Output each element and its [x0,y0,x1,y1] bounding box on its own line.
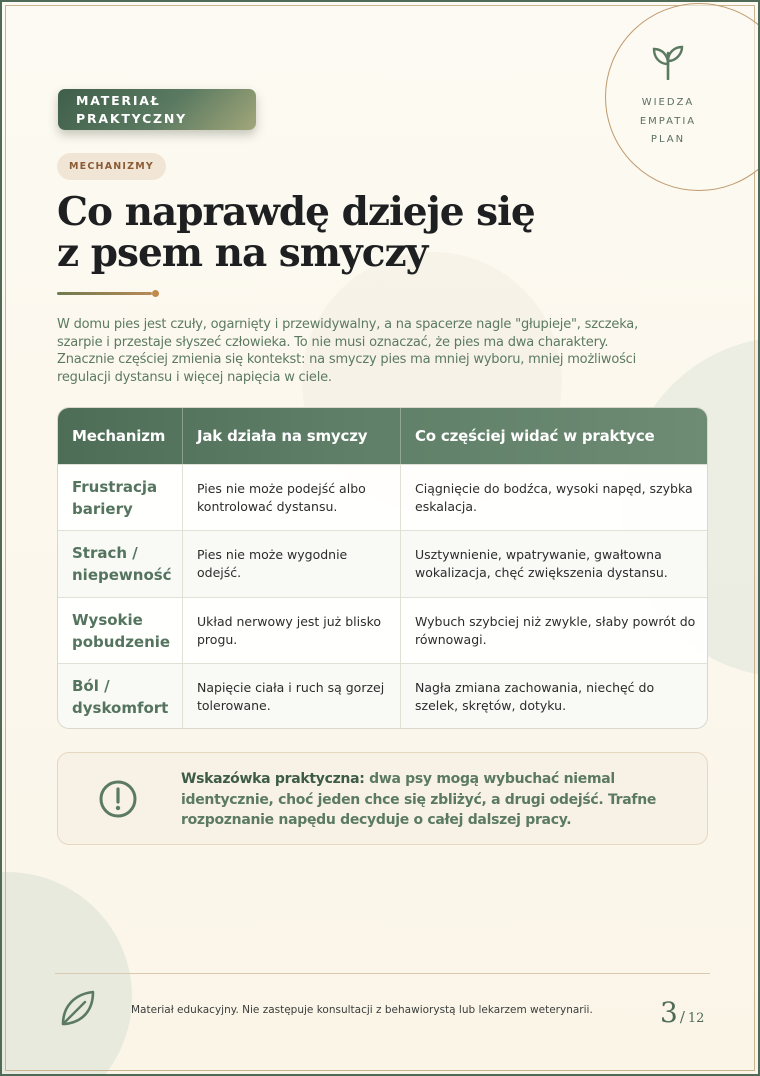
corner-words [606,94,730,150]
mechanism-line: niepewność [72,566,172,584]
mechanism-cell [72,476,180,520]
mechanism-line: Strach / [72,544,138,562]
sprout-icon [650,40,686,80]
mechanism-cell [72,609,180,653]
mechanism-cell [72,675,180,719]
corner-badge [605,3,760,191]
mechanism-line: bariery [72,500,133,518]
material-badge-line: PRAKTYCZNY [76,111,188,126]
title-underline [57,292,152,295]
title-underline-dot [152,290,159,297]
background-blob [0,872,132,1076]
column-divider [400,408,401,464]
seen-cell: Usztywnienie, wpatrywanie, gwałtowna wokalizacja, chęć zwiększenia dystansu. [415,547,668,580]
footer-divider [55,973,710,974]
how-cell: Układ nerwowy jest już blisko progu. [197,614,382,647]
tip-lead: Wskazówka praktyczna: [181,771,365,787]
mechanism-line: Frustracja [72,478,158,496]
page-title-line: z psem na smyczy [57,230,428,276]
how-cell: Pies nie może podejść albo kontrolować dystansu. [197,481,366,514]
table-row [58,530,708,597]
category-tag: MECHANIZMY [57,153,166,180]
mechanism-line: Wysokie [72,611,143,629]
how-cell: Napięcie ciała i ruch są gorzej tolerowane. [197,680,385,713]
mechanism-line: Ból / [72,677,110,695]
footer-disclaimer: Materiał edukacyjny. Nie zastępuje konsultacji z behawiorystą lub lekarzem weterynarii. [131,1004,593,1016]
material-badge [58,89,256,130]
column-header: Co częściej widać w praktyce [415,427,655,445]
column-header: Jak działa na smyczy [197,427,368,445]
corner-word: WIEDZA [641,97,695,108]
page-separator: / [679,1008,685,1026]
page-title [57,189,617,276]
exclamation-circle-icon [98,779,138,819]
seen-cell: Nagła zmiana zachowania, niechęć do szelek, skrętów, dotyku. [415,680,655,713]
table-header [58,408,708,464]
column-divider [182,464,183,729]
mechanism-line: pobudzenie [72,633,171,651]
intro-paragraph: W domu pies jest czuły, ogarnięty i przewidywalny, a na spacerze nagle "głupieje", szczeka, szarpie i przestaje słyszeć człowieka. To nie musi oznaczać, że pies ma dwa charaktery. Znacznie częściej zmienia się kontekst: na smyczy pies ma mniej wyboru, mniej możliwości regulacji dystansu i więcej napięcia w ciele. [57,317,639,385]
page-number [660,996,704,1029]
current-page: 3 [660,996,678,1029]
mechanism-cell [72,542,180,586]
table-row [58,464,708,531]
column-header: Mechanizm [72,427,166,445]
mechanisms-table [57,407,708,729]
corner-word: EMPATIA [639,115,697,127]
corner-word: PLAN [650,134,686,145]
material-badge-line: MATERIAŁ [76,93,161,108]
table-row [58,663,708,729]
tip-body: dwa psy mogą wybuchać niemal identycznie, choć jeden chce się zbliżyć, a drugi odejść. Trafne rozpoznanie napędu decyduje o całej dalszej pracy. [181,771,657,828]
column-divider [400,464,401,729]
total-pages: 12 [687,1011,705,1026]
column-divider [182,408,183,464]
practical-tip [57,752,708,845]
seen-cell: Wybuch szybciej niż zwykle, słaby powrót do równowagi. [415,614,696,647]
page-title-line: Co naprawdę dzieje się [57,189,535,235]
seen-cell: Ciągnięcie do bodźca, wysoki napęd, szybka eskalacja. [415,481,693,514]
how-cell: Pies nie może wygodnie odejść. [197,547,348,580]
mechanism-line: dyskomfort [72,699,169,717]
leaf-icon [59,988,97,1028]
table-row [58,597,708,664]
tip-text [181,769,686,831]
